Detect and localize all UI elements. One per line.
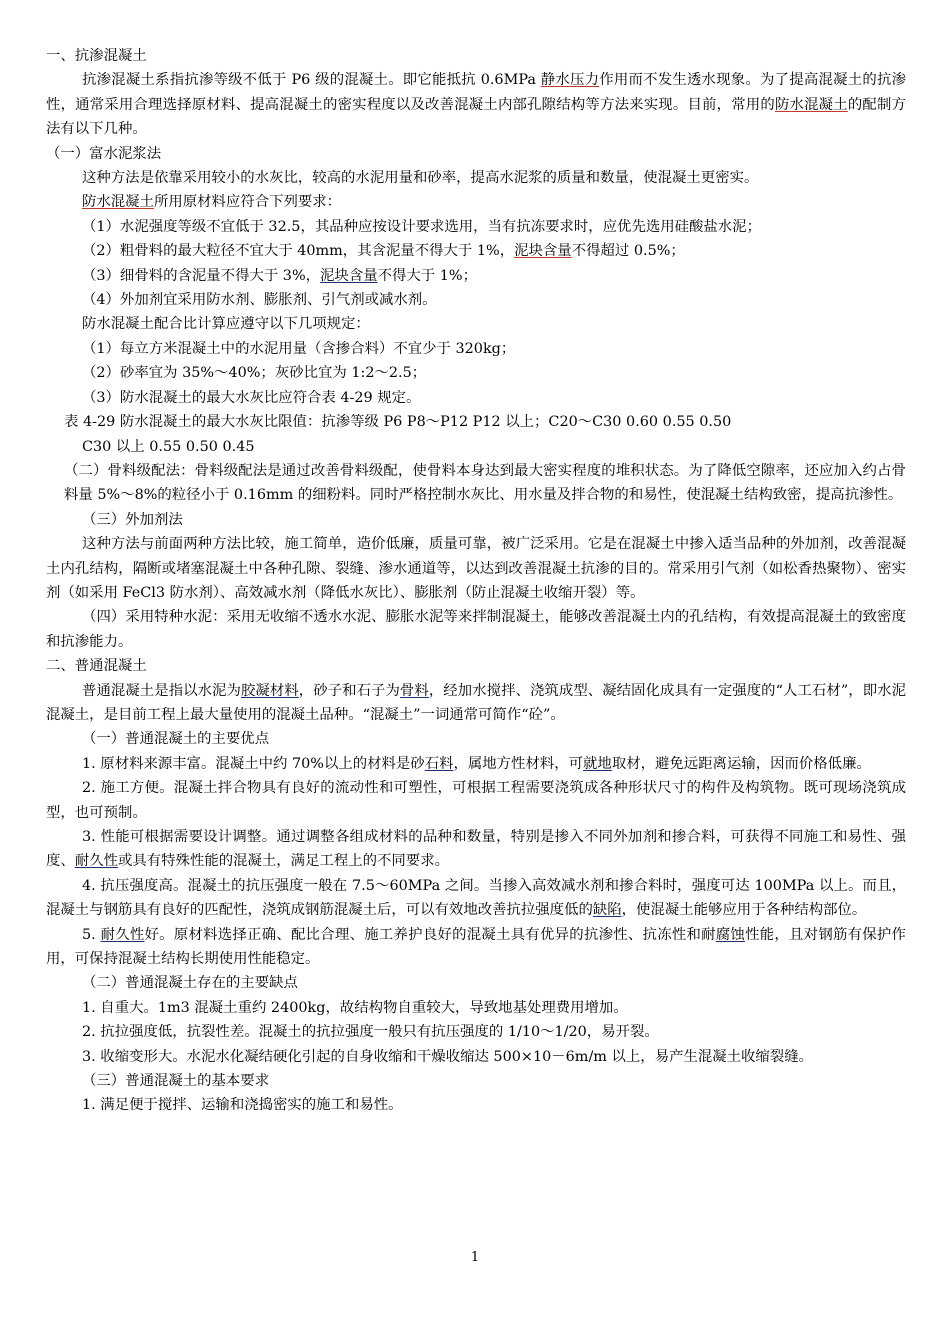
link-aggregate[interactable]: 骨料: [399, 682, 429, 699]
link-hydrostatic-pressure[interactable]: 静水压力: [540, 72, 600, 89]
section-heading-impermeable-concrete: 一、抗渗混凝土: [46, 48, 147, 64]
page-number: 1: [470, 1250, 480, 1265]
link-clay-lump-content[interactable]: 泥块含量: [514, 243, 572, 260]
disadvantage-2: 2. 抗拉强度低，抗裂性差。混凝土的抗拉强度一般只有抗压强度的 1/10～1/20，易开裂。: [82, 1024, 659, 1041]
method-3-heading: （三）外加剂法: [82, 511, 183, 528]
link-waterproof-concrete-2[interactable]: 防水混凝土: [82, 194, 154, 211]
disadvantage-3: 3. 收缩变形大。水泥水化凝结硬化引起的自身收缩和干燥收缩达 500×10－6m/m 以上，易产生混凝土收缩裂缝。: [82, 1048, 813, 1065]
impermeable-concrete-intro: 抗渗混凝土系指抗渗等级不低于 P6 级的混凝土。即它能抵抗 0.6MPa 静水压力作用而不发生透水现象。为了提高混凝土的抗渗性，通常采用合理选择原材料、提高混凝土的密实程度以及改善混凝土内部孔隙结构等方法来实现。目前，常用的防水混凝土的配制方法有以下几种。: [46, 72, 906, 138]
advantage-4: 4. 抗压强度高。混凝土的抗压强度一般在 7.5～60MPa 之间。当掺入高效减水剂和掺合料时，强度可达 100MPa 以上。而且，混凝土与钢筋具有良好的匹配性，浇筑成钢筋混凝土后，可以有效地改善抗拉强度低的缺陷，使混凝土能够应用于各种结构部位。: [46, 877, 906, 919]
disadvantages-heading: （二）普通混凝土存在的主要缺点: [82, 975, 298, 992]
material-requirement-3: （3）细骨料的含泥量不得大于 3%，泥块含量不得大于 1%；: [82, 267, 477, 284]
link-clay-lump-content-2[interactable]: 泥块含量: [320, 267, 378, 284]
link-durability-2[interactable]: 耐久性: [100, 926, 145, 943]
link-waterproof-concrete[interactable]: 防水混凝土: [774, 96, 848, 113]
ordinary-concrete-intro: 普通混凝土是指以水泥为胶凝材料，砂子和石子为骨料，经加水搅拌、浇筑成型、凝结固化成具有一定强度的“人工石材”，即水泥混凝土，是目前工程上最大量使用的混凝土品种。“混凝土”一词通常可简作“砼”。: [46, 682, 906, 723]
disadvantage-1: 1. 自重大。1m3 混凝土重约 2400kg，故结构物自重较大，导致地基处理费用增加。: [82, 999, 628, 1016]
link-corrosion[interactable]: 腐蚀: [715, 926, 746, 943]
basic-requirements-heading: （三）普通混凝土的基本要求: [82, 1073, 270, 1090]
link-durability[interactable]: 耐久性: [74, 853, 118, 870]
mix-rule-3: （3）防水混凝土的最大水灰比应符合表 4-29 规定。: [82, 389, 421, 406]
advantages-heading: （一）普通混凝土的主要优点: [82, 731, 270, 748]
mix-rules-intro: 防水混凝土配合比计算应遵守以下几项规定：: [82, 316, 370, 333]
advantage-2: 2. 施工方便。混凝土拌合物具有良好的流动性和可塑性，可根据工程需要浇筑成各种形状尺寸的构件及构筑物。既可现场浇筑成型，也可预制。: [46, 780, 906, 821]
material-requirement-4: （4）外加剂宜采用防水剂、膨胀剂、引气剂或减水剂。: [82, 292, 437, 309]
table-4-29-line-1: 表 4-29 防水混凝土的最大水灰比限值：抗渗等级 P6 P8～P12 P12 以上；C20～C30 0.60 0.55 0.50: [64, 414, 732, 431]
link-cementitious-material[interactable]: 胶凝材料: [240, 682, 299, 699]
mix-rule-2: （2）砂率宜为 35%～40%；灰砂比宜为 1:2～2.5；: [82, 365, 427, 382]
method-3-desc: 这种方法与前面两种方法比较，施工简单，造价低廉，质量可靠，被广泛采用。它是在混凝土中掺入适当品种的外加剂，改善混凝土内孔结构，隔断或堵塞混凝土中各种孔隙、裂缝、渗水通道等，以达到改善混凝土抗渗的目的。常采用引气剂（如松香热聚物）、密实剂（如采用 FeCl3 防水剂）、高效减水剂（降低水灰比）、膨胀剂（防止混凝土收缩开裂）等。: [46, 536, 906, 601]
link-local[interactable]: 就地: [583, 755, 612, 772]
section-heading-ordinary-concrete: 二、普通混凝土: [46, 658, 147, 675]
link-stone[interactable]: 石料: [424, 755, 454, 772]
method-4-special-cement: （四）采用特种水泥：采用无收缩不透水水泥、膨胀水泥等来拌制混凝土，能够改善混凝土内的孔结构，有效提高混凝土的致密度和抗渗能力。: [46, 609, 906, 650]
advantage-5: 5. 耐久性好。原材料选择正确、配比合理、施工养护良好的混凝土具有优异的抗渗性、抗冻性和耐腐蚀性能，且对钢筋有保护作用，可保持混凝土结构长期使用性能稳定。: [46, 926, 906, 968]
material-requirements-intro: 防水混凝土所用原材料应符合下列要求：: [82, 194, 342, 211]
link-defect[interactable]: 缺陷: [592, 902, 622, 919]
table-4-29-line-2: C30 以上 0.55 0.50 0.45: [82, 438, 255, 455]
basic-requirement-1: 1. 满足便于搅拌、运输和浇捣密实的施工和易性。: [82, 1097, 403, 1114]
method-1-desc: 这种方法是依靠采用较小的水灰比，较高的水泥用量和砂率，提高水泥浆的质量和数量，使混凝土更密实。: [82, 170, 759, 187]
advantage-3: 3. 性能可根据需要设计调整。通过调整各组成材料的品种和数量，特别是掺入不同外加剂和掺合料，可获得不同施工和易性、强度、耐久性或具有特殊性能的混凝土，满足工程上的不同要求。: [46, 829, 906, 870]
mix-rule-1: （1）每立方米混凝土中的水泥用量（含掺合料）不宜少于 320kg；: [82, 340, 516, 357]
method-1-heading: （一）富水泥浆法: [46, 145, 162, 162]
method-2-aggregate-grading: （二）骨料级配法：骨料级配法是通过改善骨料级配，使骨料本身达到最大密实程度的堆积状态。为了降低空隙率，还应加入约占骨料量 5%～8%的粒径小于 0.16mm 的细粉料。同时严格控制水灰比、用水量及拌合物的和易性，使混凝土结构致密，提高抗渗性。: [64, 462, 906, 504]
material-requirement-2: （2）粗骨料的最大粒径不宜大于 40mm，其含泥量不得大于 1%，泥块含量不得超过 0.5%；: [82, 243, 685, 260]
document-body: [46, 44, 906, 1118]
material-requirement-1: （1）水泥强度等级不宜低于 32.5，其品种应按设计要求选用，当有抗冻要求时，应优先选用硅酸盐水泥；: [82, 218, 761, 235]
advantage-1: 1. 原材料来源丰富。混凝土中约 70%以上的材料是砂石料，属地方性材料，可就地取材，避免远距离运输，因而价格低廉。: [82, 755, 871, 772]
